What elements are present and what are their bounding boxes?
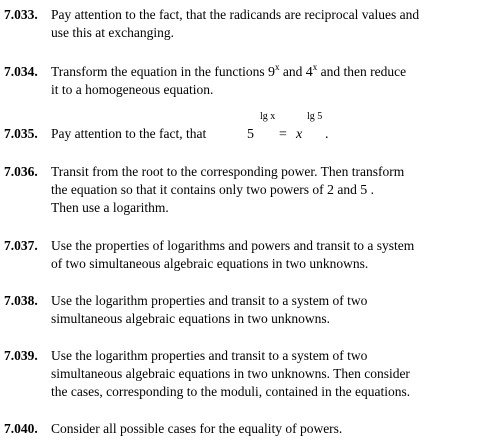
- exponent-lg-x: lg x: [260, 111, 276, 122]
- hint-line: it to a homogeneous equation.: [51, 82, 214, 97]
- hint-line: Use the properties of logarithms and powers and transit to a system: [51, 238, 415, 253]
- hint-text: [51, 125, 497, 143]
- hint-line: use this at exchanging.: [51, 25, 174, 40]
- text-segment: and: [279, 64, 306, 79]
- hint-line: simultaneous algebraic equations in two unknowns. Then consider: [51, 366, 410, 381]
- base-nine: 9: [267, 65, 275, 80]
- hint-line: Use the logarithm properties and transit to a system of two: [51, 293, 368, 308]
- hint-line: Pay attention to the fact, that: [51, 126, 207, 141]
- problem-number: 7.038.: [4, 293, 38, 308]
- hint-text: [51, 6, 497, 42]
- hint-text: [51, 237, 497, 273]
- problem-number: 7.034.: [4, 64, 38, 79]
- hint-line: of two simultaneous algebraic equations in two unknowns.: [51, 256, 369, 271]
- hint-line: simultaneous algebraic equations in two unknowns.: [51, 311, 330, 326]
- problem-number: 7.037.: [4, 238, 38, 253]
- hint-text: [51, 292, 497, 328]
- base-five: 5: [247, 127, 254, 142]
- hint-text: [51, 63, 497, 99]
- exponent-x: x: [312, 62, 318, 72]
- text-segment: and then reduce: [317, 64, 407, 79]
- problem-number: 7.040.: [4, 421, 38, 436]
- hint-line: Transit from the root to the corresponding power. Then transform: [51, 164, 405, 179]
- hint-line: [51, 63, 497, 81]
- hint-line: Use the logarithm properties and transit to a system of two: [51, 348, 368, 363]
- text-segment: and: [333, 182, 361, 197]
- hint-text: [51, 420, 497, 438]
- hint-text: [51, 347, 497, 401]
- equals-sign: =: [279, 127, 287, 142]
- hint-line: [51, 181, 497, 199]
- hint-line: Then use a logarithm.: [51, 200, 169, 215]
- base-four: 4: [305, 65, 313, 80]
- hint-line: Consider all possible cases for the equality of powers.: [51, 421, 343, 436]
- text-segment: Transform the equation in the functions: [51, 64, 268, 79]
- problem-number: 7.039.: [4, 348, 38, 363]
- problem-number: 7.035.: [4, 126, 38, 141]
- hint-entry-7-035: [0, 107, 499, 143]
- exponent-lg-5: lg 5: [307, 111, 323, 122]
- period: .: [325, 127, 329, 142]
- number-five: 5: [360, 183, 368, 198]
- problem-number: 7.033.: [4, 7, 38, 22]
- number-two: 2: [326, 183, 334, 198]
- problem-number: 7.036.: [4, 164, 38, 179]
- text-segment: .: [367, 182, 374, 197]
- text-segment: the equation so that it contains only two powers of: [51, 182, 327, 197]
- exponent-x: x: [274, 62, 280, 72]
- hint-line: the cases, corresponding to the moduli, contained in the equations.: [51, 384, 411, 399]
- hint-text: [51, 163, 497, 217]
- base-x: x: [296, 127, 303, 142]
- hint-line: Pay attention to the fact, that the radicands are reciprocal values and: [51, 7, 420, 22]
